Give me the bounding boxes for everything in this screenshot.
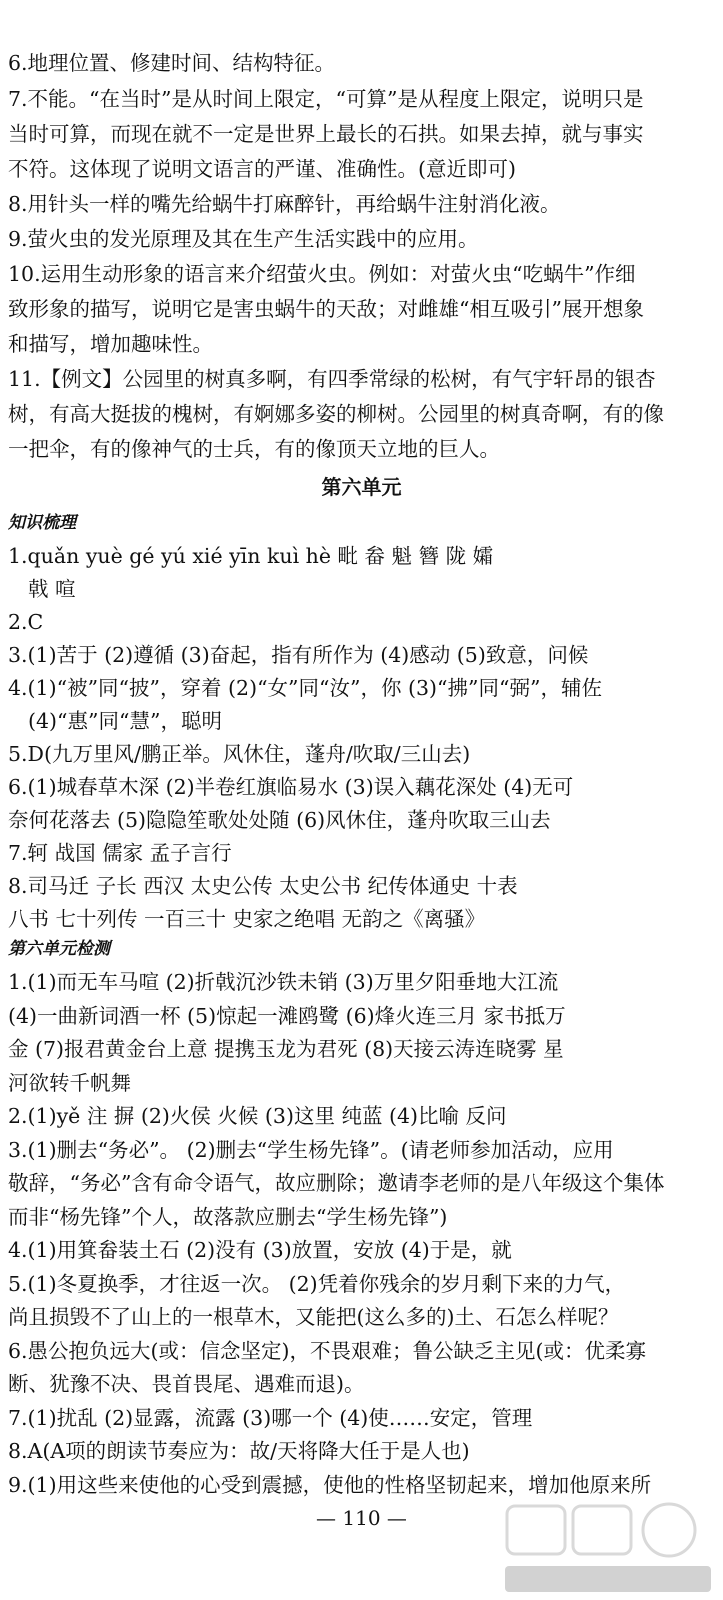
unit-title: 第六单元 (321, 475, 402, 499)
answer-line: 9.(1)用这些来使他的心受到震撼，使他的性格坚韧起来，增加他原来所 (8, 1472, 652, 1497)
answer-line: 奈何花落去 (5)隐隐笙歌处处随 (6)风休住，蓬舟吹取三山去 (8, 808, 551, 832)
watermark-logo (503, 1500, 713, 1596)
answer-line: 一把伞，有的像神气的士兵，有的像顶天立地的巨人。 (8, 437, 500, 461)
answer-line: 4.(1)“被”同“披”，穿着 (2)“女”同“汝”，你 (3)“拂”同“弼”，辅佐 (8, 676, 602, 700)
answer-line: 不符。这体现了说明文语言的严谨、准确性。(意近即可) (8, 157, 516, 181)
answer-line: 致形象的描写，说明它是害虫蜗牛的天敌；对雌雄“相互吸引”展开想象 (8, 297, 644, 321)
answer-line: 当时可算，而现在就不一定是世界上最长的石拱。如果去掉，就与事实 (8, 122, 644, 146)
answer-line: 断、犹豫不决、畏首畏尾、遇难而退)。 (8, 1372, 365, 1396)
answer-line: 3.(1)苦于 (2)遵循 (3)奋起，指有所作为 (4)感动 (5)致意，问候 (8, 643, 589, 667)
answer-line: 9.萤火虫的发光原理及其在生产生活实践中的应用。 (8, 227, 479, 251)
answer-line: 10.运用生动形象的语言来介绍萤火虫。例如：对萤火虫“吃蜗牛”作细 (8, 262, 636, 286)
answer-line: 8.司马迁 子长 西汉 太史公传 太史公书 纪传体通史 十表 (8, 874, 518, 898)
answer-line: 八书 七十列传 一百三十 史家之绝唱 无韵之《离骚》 (8, 907, 486, 931)
answer-line: 而非“杨先锋”个人，故落款应删去“学生杨先锋”) (8, 1204, 448, 1229)
section-title-knowledge: 知识梳理 (8, 513, 76, 533)
answer-line: 1.(1)而无车马喧 (2)折戟沉沙铁未销 (3)万里夕阳垂地大江流 (8, 970, 559, 994)
answer-line: 尚且损毁不了山上的一根草木，又能把(这么多的)土、石怎么样呢？ (8, 1305, 619, 1329)
answer-line: 5.D(九万里风/鹏正举。风休住，蓬舟/吹取/三山去) (8, 742, 471, 766)
answer-line: 3.(1)删去“务必”。 (2)删去“学生杨先锋”。(请老师参加活动，应用 (8, 1137, 614, 1162)
page-number: — 110 — (316, 1506, 407, 1530)
answer-line: 7.(1)扰乱 (2)显露，流露 (3)哪一个 (4)使……安定，管理 (8, 1405, 533, 1430)
answer-line: (4)一曲新词酒一杯 (5)惊起一滩鸥鹭 (6)烽火连三月 家书抵万 (8, 1003, 566, 1028)
answer-line: 1.quǎn yuè gé yú xié yīn kuì hè 毗 畚 魁 簪 陇 孀 (8, 544, 494, 568)
answer-line: (4)“惠”同“慧”，聪明 (28, 709, 222, 733)
answer-line: 6.(1)城春草木深 (2)半卷红旗临易水 (3)误入藕花深处 (4)无可 (8, 775, 574, 799)
answer-line: 河欲转千帆舞 (8, 1070, 131, 1095)
answer-line: 4.(1)用箕畚装土石 (2)没有 (3)放置，安放 (4)于是，就 (8, 1238, 512, 1262)
answer-line: 8.用针头一样的嘴先给蜗牛打麻醉针，再给蜗牛注射消化液。 (8, 192, 561, 216)
answer-line: 2.(1)yě 注 摒 (2)火侯 火候 (3)这里 纯蓝 (4)比喻 反问 (8, 1104, 507, 1128)
answer-line: 6.地理位置、修建时间、结构特征。 (8, 51, 336, 75)
answer-line: 敬辞，“务必”含有命令语气，故应删除；邀请李老师的是八年级这个集体 (8, 1171, 665, 1195)
answer-line: 戟 喧 (28, 577, 76, 601)
answer-line: 2.C (8, 610, 44, 634)
answer-line: 11.【例文】公园里的树真多啊，有四季常绿的松树，有气宇轩昂的银杏 (8, 367, 656, 391)
answer-line: 6.愚公抱负远大(或：信念坚定)，不畏艰难；鲁公缺乏主见(或：优柔寡 (8, 1338, 647, 1363)
answer-line: 金 (7)报君黄金台上意 提携玉龙为君死 (8)天接云涛连晓雾 星 (8, 1037, 564, 1061)
section-title-test: 第六单元检测 (8, 939, 110, 959)
answer-line: 8.A(A项的朗读节奏应为：故/天将降大任于是人也) (8, 1439, 470, 1463)
answer-line: 和描写，增加趣味性。 (8, 332, 213, 356)
answer-line: 7.轲 战国 儒家 孟子言行 (8, 841, 232, 865)
answer-line: 7.不能。“在当时”是从时间上限定，“可算”是从程度上限定，说明只是 (8, 87, 644, 111)
answer-line: 5.(1)冬夏换季，才往返一次。 (2)凭着你残余的岁月剩下来的力气， (8, 1271, 626, 1296)
answer-line: 树，有高大挺拔的槐树，有婀娜多姿的柳树。公园里的树真奇啊，有的像 (8, 402, 664, 426)
